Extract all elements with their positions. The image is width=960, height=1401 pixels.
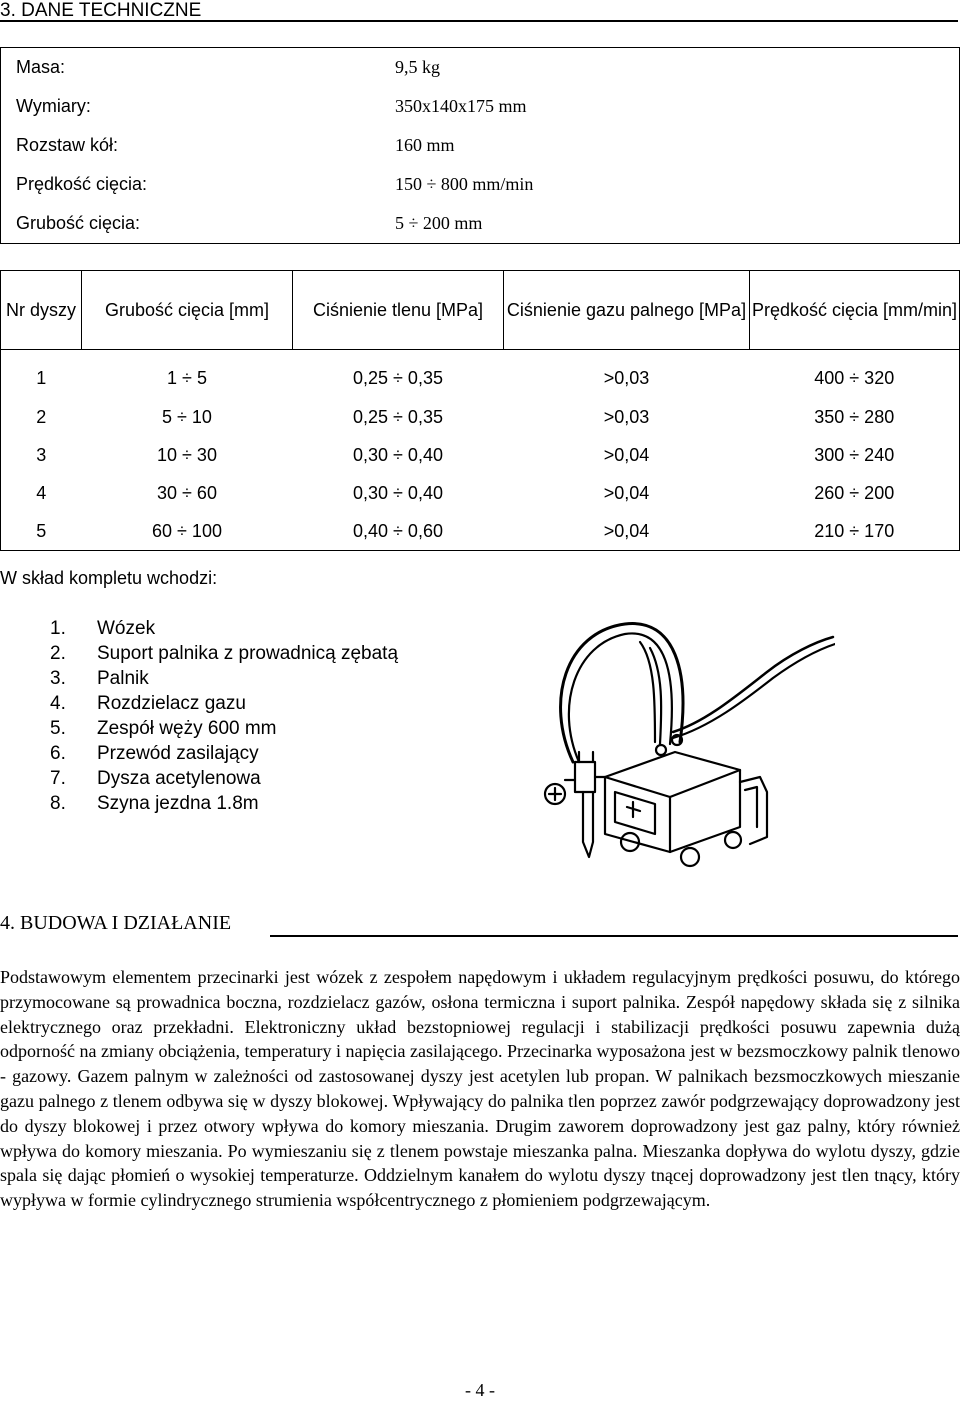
section-4-title: 4. BUDOWA I DZIAŁANIE [0, 912, 232, 934]
set-item-number: 6. [50, 743, 66, 764]
set-item-number: 7. [50, 768, 66, 789]
set-contents-label: W skład kompletu wchodzi: [0, 568, 218, 588]
spec-label: Masa: [16, 57, 66, 77]
section-4-rule [270, 935, 958, 937]
set-item [50, 616, 398, 641]
spec-label: Rozstaw kół: [16, 135, 119, 155]
set-item-number: 2. [50, 643, 66, 664]
nozzle-row [1, 398, 960, 436]
set-item-number: 5. [50, 718, 66, 739]
set-item-number: 8. [50, 793, 66, 814]
spec-row [1, 165, 960, 204]
spec-label: Grubość cięcia: [16, 213, 141, 233]
spec-value: 9,5 kg [395, 57, 440, 77]
spec-row [1, 126, 960, 165]
oxygen-pressure-cell: 0,30 ÷ 0,40 [353, 482, 443, 503]
set-item [50, 691, 398, 716]
section-3-title: 3. DANE TECHNICZNE [0, 0, 202, 21]
set-item-text: Zespół węży 600 mm [97, 718, 277, 739]
spec-value: 5 ÷ 200 mm [395, 213, 483, 233]
cut-thickness-cell: 60 ÷ 100 [152, 520, 222, 541]
set-item [50, 741, 398, 766]
nozzle-number-cell: 1 [36, 367, 47, 388]
cut-speed-cell: 260 ÷ 200 [814, 482, 895, 503]
cut-thickness-cell: 30 ÷ 60 [157, 482, 217, 503]
nozzle-row [1, 350, 960, 399]
set-item-number: 4. [50, 693, 66, 714]
set-item-text: Przewód zasilający [97, 743, 259, 764]
fuel-gas-pressure-cell: >0,03 [603, 367, 650, 388]
set-item [50, 766, 398, 791]
page-number: - 4 - [465, 1380, 495, 1400]
cut-thickness-cell: 10 ÷ 30 [157, 444, 217, 465]
spec-label: Wymiary: [16, 96, 91, 116]
nozzle-header-row [1, 271, 960, 350]
oxygen-pressure-cell: 0,40 ÷ 0,60 [353, 520, 443, 541]
cut-thickness-cell: 1 ÷ 5 [167, 367, 207, 388]
header-cut-thickness: Grubość cięcia [mm] [82, 271, 293, 350]
set-item-number: 1. [50, 618, 66, 639]
fuel-gas-pressure-cell: >0,04 [603, 444, 650, 465]
oxygen-pressure-cell: 0,25 ÷ 0,35 [353, 406, 443, 427]
set-item-text: Dysza acetylenowa [97, 768, 261, 789]
header-nozzle-number: Nr dyszy [1, 271, 82, 350]
set-item-text: Suport palnika z prowadnicą zębatą [97, 643, 399, 664]
nozzle-number-cell: 2 [36, 406, 47, 427]
fuel-gas-pressure-cell: >0,04 [603, 520, 650, 541]
cut-speed-cell: 210 ÷ 170 [814, 520, 895, 541]
set-item-text: Palnik [97, 668, 149, 689]
set-item-text: Wózek [97, 618, 156, 639]
oxygen-pressure-cell: 0,25 ÷ 0,35 [353, 367, 443, 388]
cut-speed-cell: 300 ÷ 240 [814, 444, 895, 465]
spec-label: Prędkość cięcia: [16, 174, 148, 194]
spec-value: 160 mm [395, 135, 455, 155]
set-item [50, 641, 398, 666]
description-paragraph: Podstawowym elementem przecinarki jest wózek z zespołem napędowym i układem regulacyjnym prędkości posuwu, do którego przymocowane są prowadnica boczna, rozdzielacz gazów, osłona termiczna i suport palnika. Zespół napędowy składa się z silnika elektrycznego oraz przekładni. Elektroniczny układ bezstopniowej regulacji i stabilizacji prędkości posuwu zapewnia dużą odporność na zmiany obciążenia, temperatury i napięcia zasilającego. Przecinarka wyposażona jest w bezsmoczkowy palnik tlenowo - gazowy. Gazem palnym w zależności od zastosowanej dyszy jest acetylen lub propan. W palnikach bezsmoczkowych mieszanie gazu palnego z tlenem odbywa się w dyszy blokowej. Wpływający do palnika tlen poprzez zawór podgrzewający doprowadzony jest do dyszy blokowej i przez otwory wpływa do komory mieszania. Drugim zaworem doprowadzony jest gaz palny, który również wpływa do komory mieszania. Po wymieszaniu się z tlenem powstaje mieszanka palna. Mieszanka dopływa do wylotu dyszy, gdzie spala się dając płomień o wysokiej temperaturze. Oddzielnym kanałem do wylotu dyszy tnącej doprowadzony jest tlen tnący, który wypływa w formie cylindrycznego strumienia współcentrycznego z płomieniem podgrzewającym. [0, 967, 960, 1211]
spec-value: 150 ÷ 800 mm/min [395, 174, 534, 194]
header-cut-speed: Prędkość cięcia [mm/min] [750, 271, 960, 350]
set-item [50, 666, 398, 691]
section-3-rule [0, 20, 958, 22]
spec-row [1, 87, 960, 126]
set-item-text: Szyna jezdna 1.8m [97, 793, 259, 814]
nozzle-number-cell: 4 [36, 482, 47, 503]
nozzle-row [1, 436, 960, 474]
spec-value: 350x140x175 mm [395, 96, 527, 116]
cutting-machine-illustration [505, 612, 835, 872]
set-contents-list [50, 616, 398, 816]
header-fuel-gas-pressure: Ciśnienie gazu palnego [MPa] [504, 271, 750, 350]
set-item [50, 716, 398, 741]
fuel-gas-pressure-cell: >0,03 [603, 406, 650, 427]
nozzle-row [1, 512, 960, 551]
nozzle-number-cell: 5 [36, 520, 47, 541]
oxygen-pressure-cell: 0,30 ÷ 0,40 [353, 444, 443, 465]
spec-table [0, 47, 960, 244]
spec-row [1, 204, 960, 244]
nozzle-table [0, 270, 960, 551]
set-item [50, 791, 398, 816]
cut-speed-cell: 400 ÷ 320 [814, 367, 895, 388]
cut-thickness-cell: 5 ÷ 10 [162, 406, 212, 427]
set-item-text: Rozdzielacz gazu [97, 693, 246, 714]
cut-speed-cell: 350 ÷ 280 [814, 406, 895, 427]
nozzle-number-cell: 3 [36, 444, 47, 465]
spec-row [1, 48, 960, 88]
header-oxygen-pressure: Ciśnienie tlenu [MPa] [293, 271, 504, 350]
fuel-gas-pressure-cell: >0,04 [603, 482, 650, 503]
set-item-number: 3. [50, 668, 66, 689]
nozzle-row [1, 474, 960, 512]
